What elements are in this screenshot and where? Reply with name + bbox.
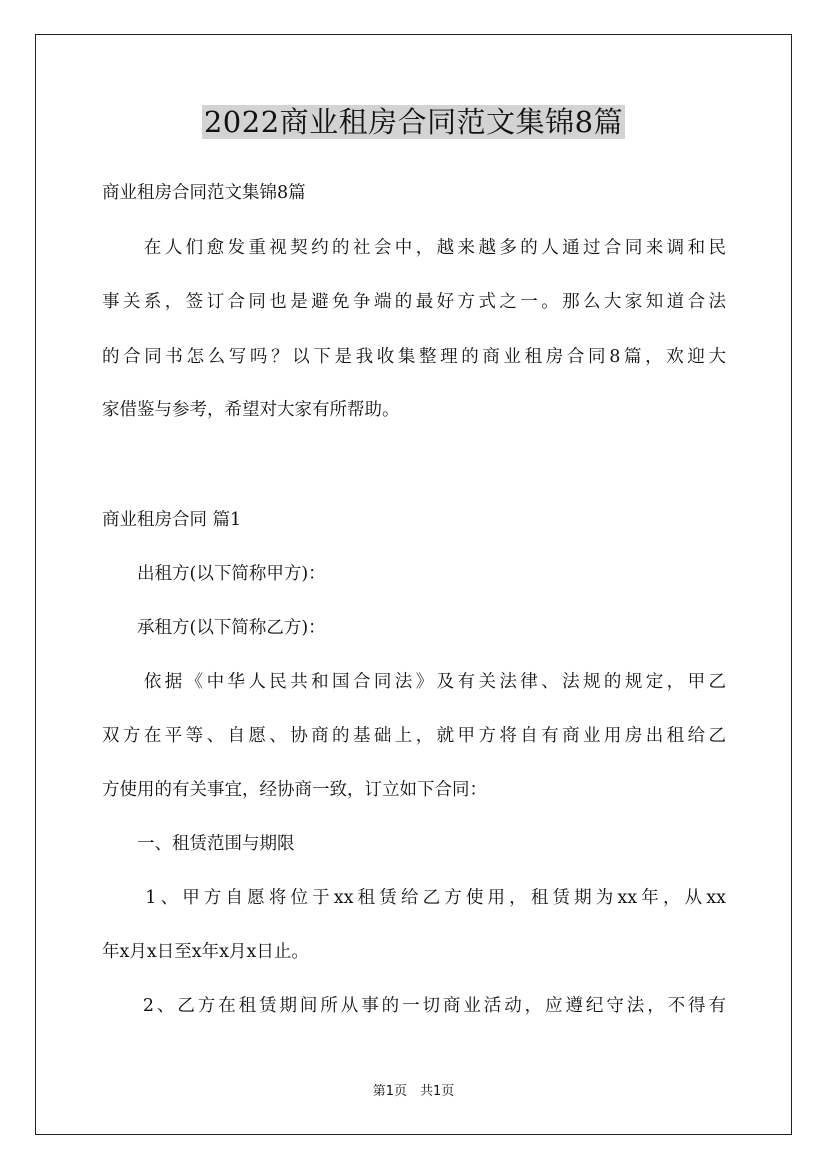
document-subtitle: 商业租房合同范文集锦8篇	[102, 183, 306, 203]
document-title	[0, 101, 827, 143]
lessee-line: 承租方(以下简称乙方)：	[102, 618, 326, 638]
clause-2-line-1: 2、乙方在租赁期间所从事的一切商业活动，应遵纪守法，不得有	[102, 996, 726, 1016]
clause-1-line-2: 年x月x日至x年x月x日止。	[102, 942, 309, 962]
lessor-line: 出租方(以下简称甲方)：	[102, 564, 326, 584]
preamble-line-3: 方使用的有关事宜，经协商一致，订立如下合同：	[102, 780, 487, 800]
clause-1-line-1: 1、甲方自愿将位于xx租赁给乙方使用，租赁期为xx年，从xx	[102, 888, 726, 908]
page-footer: 第1页 共1页	[372, 1084, 455, 1099]
document-title-text: 2022商业租房合同范文集锦8篇	[203, 105, 624, 139]
preamble-line-1: 依据《中华人民共和国合同法》及有关法律、法规的规定，甲乙	[102, 672, 726, 692]
section-heading: 商业租房合同 篇1	[102, 510, 242, 530]
clause-heading: 一、租赁范围与期限	[102, 834, 295, 854]
intro-line-2: 事关系，签订合同也是避免争端的最好方式之一。那么大家知道合法	[102, 292, 726, 312]
intro-line-3: 的合同书怎么写吗？以下是我收集整理的商业租房合同8篇，欢迎大	[102, 347, 726, 367]
intro-line-4: 家借鉴与参考，希望对大家有所帮助。	[102, 400, 400, 420]
intro-line-1: 在人们愈发重视契约的社会中，越来越多的人通过合同来调和民	[102, 238, 726, 258]
preamble-line-2: 双方在平等、自愿、协商的基础上，就甲方将自有商业用房出租给乙	[102, 726, 726, 746]
